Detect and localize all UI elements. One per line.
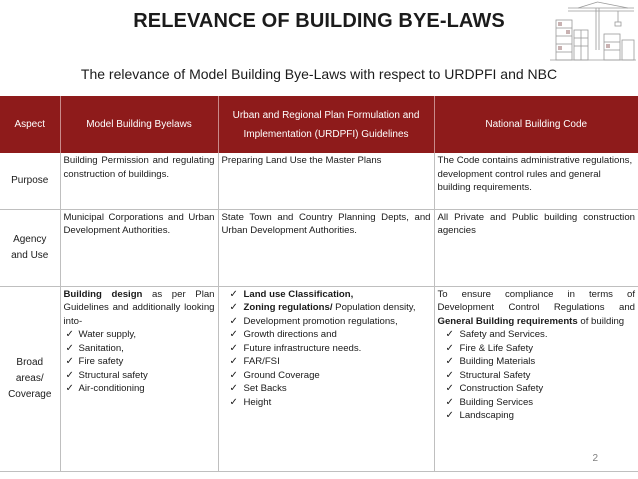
list-item-text: Safety and Services. [459, 329, 548, 340]
check-icon: ✓ [229, 302, 238, 313]
list-item [64, 382, 215, 396]
list-item-text: Ground Coverage [243, 369, 320, 381]
list-item-text: Fire safety [78, 356, 124, 367]
urdpfi-item-land-use: Land use Classification, [243, 288, 354, 300]
aspect-broad-line1: Broad [16, 356, 44, 368]
check-icon: ✓ [445, 356, 454, 367]
check-icon: ✓ [229, 342, 238, 354]
list-item-text: Structural safety [78, 369, 148, 381]
list-item [222, 396, 431, 410]
header-aspect: Aspect [0, 96, 60, 153]
check-icon: ✓ [229, 356, 238, 367]
aspect-agency-line1: Agency [13, 233, 47, 245]
list-item-text: Growth directions and [243, 329, 337, 340]
table-row-broad-areas [0, 286, 638, 471]
list-item-text: Building Materials [459, 356, 536, 367]
list-item [222, 288, 431, 302]
purpose-model: Building Permission and regulating construction of buildings. [60, 153, 218, 209]
aspect-broad-line2: areas/ [15, 372, 44, 384]
list-item-text: Sanitation, [78, 342, 124, 354]
check-icon: ✓ [65, 356, 74, 367]
aspect-agency [0, 209, 60, 286]
header-nbc: National Building Code [434, 96, 638, 153]
aspect-purpose: Purpose [0, 153, 60, 209]
list-item-text: Construction Safety [459, 383, 544, 394]
list-item-text: Fire & Life Safety [459, 342, 534, 354]
check-icon: ✓ [65, 329, 74, 340]
broad-model-intro-rest: as per Plan Guidelines and additionally looking into- [63, 288, 215, 327]
agency-urdpfi: State Town and Country Planning Depts, and Urban Development Authorities. [218, 209, 434, 286]
check-icon: ✓ [445, 410, 454, 421]
purpose-nbc: The Code contains administrative regulations, development control rules and general building requirements. [434, 153, 638, 209]
header-urdpfi: Urban and Regional Plan Formulation and Implementation (URDPFI) Guidelines [218, 96, 434, 153]
list-item [64, 342, 215, 356]
list-item-text: Set Backs [243, 383, 287, 394]
aspect-broad-line3: Coverage [8, 388, 52, 400]
check-icon: ✓ [65, 342, 74, 354]
list-item [64, 369, 215, 383]
list-item [64, 355, 215, 369]
check-icon: ✓ [445, 329, 454, 340]
list-item [222, 382, 431, 396]
broad-nbc-intro-b: of building [577, 315, 625, 327]
check-icon: ✓ [229, 369, 238, 381]
broad-nbc-list [438, 328, 636, 423]
check-icon: ✓ [229, 396, 238, 408]
check-icon: ✓ [229, 329, 238, 340]
check-icon: ✓ [229, 288, 238, 300]
check-icon: ✓ [229, 315, 238, 327]
list-item [222, 355, 431, 369]
list-item-text: Structural Safety [459, 369, 531, 381]
list-item [222, 328, 431, 342]
check-icon: ✓ [65, 383, 74, 394]
page-number: 2 [592, 453, 598, 464]
building-construction-logo [548, 0, 636, 66]
list-item-text: Development promotion regulations, [243, 315, 398, 327]
table-header-row [0, 96, 638, 153]
list-item [438, 382, 636, 396]
broad-model-list [64, 328, 215, 396]
list-item [222, 301, 431, 315]
broad-model [60, 286, 218, 471]
urdpfi-item-zoning: Zoning regulations/ [243, 302, 333, 313]
list-item [438, 369, 636, 383]
list-item-text: Height [243, 396, 272, 408]
broad-urdpfi-list [222, 288, 431, 410]
slide-subtitle: The relevance of Model Building Bye-Laws with respect to URDPFI and NBC [80, 66, 558, 82]
broad-nbc-intro-a: To ensure compliance in terms of Development Control Regulations and [437, 288, 635, 313]
list-item [222, 369, 431, 383]
check-icon: ✓ [229, 383, 238, 394]
bye-laws-comparison-table [0, 96, 638, 472]
list-item [438, 355, 636, 369]
check-icon: ✓ [445, 383, 454, 394]
broad-nbc-intro [438, 288, 636, 329]
broad-nbc [434, 286, 638, 471]
check-icon: ✓ [445, 396, 454, 408]
list-item-text: FAR/FSI [243, 356, 280, 367]
broad-urdpfi [218, 286, 434, 471]
agency-nbc: All Private and Public building construction agencies [434, 209, 638, 286]
aspect-agency-line2: and Use [11, 249, 49, 261]
broad-model-intro-bold: Building design [63, 288, 143, 300]
list-item-text: Building Services [459, 396, 534, 408]
purpose-urdpfi: Preparing Land Use the Master Plans [218, 153, 434, 209]
list-item [438, 409, 636, 423]
list-item [438, 342, 636, 356]
list-item [222, 342, 431, 356]
broad-nbc-intro-bold: General Building requirements [437, 315, 578, 327]
check-icon: ✓ [65, 369, 74, 381]
check-icon: ✓ [445, 342, 454, 354]
table-row-agency [0, 209, 638, 286]
header-model-byelaws: Model Building Byelaws [60, 96, 218, 153]
list-item-text: Future infrastructure needs. [243, 342, 362, 354]
check-icon: ✓ [445, 369, 454, 381]
list-item-text: Water supply, [78, 329, 137, 340]
aspect-broad-areas [0, 286, 60, 471]
list-item [64, 328, 215, 342]
list-item [438, 328, 636, 342]
list-item [438, 396, 636, 410]
list-item-text: Air-conditioning [78, 383, 145, 394]
slide-title: RELEVANCE OF BUILDING BYE-LAWS [133, 10, 505, 32]
broad-model-intro [64, 288, 215, 329]
list-item-text: Landscaping [459, 410, 514, 421]
agency-model: Municipal Corporations and Urban Development Authorities. [60, 209, 218, 286]
urdpfi-item-zoning-rest: Population density, [332, 302, 416, 313]
table-row-purpose [0, 153, 638, 209]
list-item [222, 315, 431, 329]
